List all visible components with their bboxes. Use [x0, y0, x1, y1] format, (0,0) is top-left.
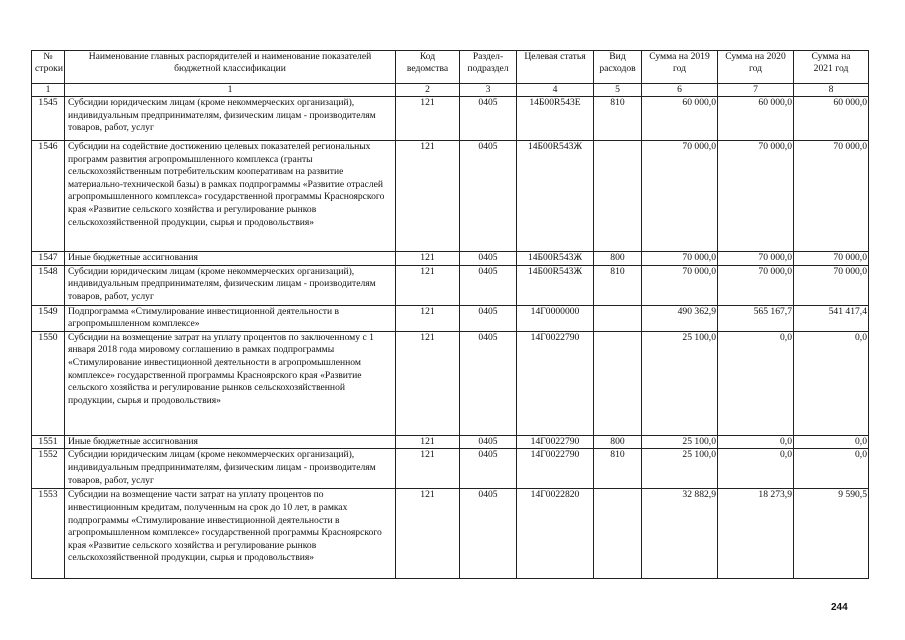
row-name-cell: Субсидии на возмещение части затрат на уплату процентов по инвестиционным кредитам, полученным на срок до 10 лет, в рамках подпрограммы «Стимулирование инвестиционной деятельности в агропромышленном комплексе» государственной программы Красноярского края «Развитие сельского хозяйства и регулирование рынков сельскохозяйственной продукции, сырья и продовольствия» [65, 489, 396, 579]
row-section-cell: 0405 [460, 252, 517, 266]
header-section: Раздел- подраздел [460, 51, 517, 84]
table-row [32, 265, 869, 305]
row-name-cell: Иные бюджетные ассигнования [65, 435, 396, 449]
column-number: 2 [396, 84, 460, 97]
row-sum-2021-cell: 70 000,0 [794, 252, 869, 266]
row-section-cell: 0405 [460, 141, 517, 252]
row-sum-2021-cell: 70 000,0 [794, 141, 869, 252]
row-sum-2019-cell: 25 100,0 [642, 331, 718, 435]
row-target-cell: 14Б00R543Е [517, 97, 594, 141]
table-row [32, 435, 869, 449]
header-sum-2019: Сумма на 2019 год [642, 51, 718, 84]
page-number: 244 [831, 602, 848, 613]
row-vid-cell [594, 331, 642, 435]
row-number-cell: 1550 [32, 331, 65, 435]
row-code-cell: 121 [396, 305, 460, 331]
row-section-cell: 0405 [460, 449, 517, 489]
row-sum-2019-cell: 25 100,0 [642, 435, 718, 449]
row-vid-cell [594, 141, 642, 252]
table-row [32, 331, 869, 435]
header-name: Наименование главных распорядителей и наименование показателей бюджетной классификации [65, 51, 396, 84]
row-sum-2021-cell: 0,0 [794, 449, 869, 489]
column-number: 5 [594, 84, 642, 97]
row-sum-2020-cell: 70 000,0 [718, 252, 794, 266]
row-sum-2021-cell: 9 590,5 [794, 489, 869, 579]
header-sum-2020: Сумма на 2020 год [718, 51, 794, 84]
row-vid-cell: 810 [594, 449, 642, 489]
header-num: № строки [32, 51, 65, 84]
row-sum-2020-cell: 0,0 [718, 435, 794, 449]
table-body [32, 51, 869, 579]
row-section-cell: 0405 [460, 265, 517, 305]
row-sum-2021-cell: 60 000,0 [794, 97, 869, 141]
row-number-cell: 1553 [32, 489, 65, 579]
row-number-cell: 1547 [32, 252, 65, 266]
row-number-cell: 1551 [32, 435, 65, 449]
header-code: Код ведомства [396, 51, 460, 84]
column-number: 7 [718, 84, 794, 97]
row-sum-2021-cell: 541 417,4 [794, 305, 869, 331]
table-row [32, 252, 869, 266]
row-code-cell: 121 [396, 435, 460, 449]
column-number-row [32, 84, 869, 97]
row-sum-2019-cell: 70 000,0 [642, 141, 718, 252]
row-sum-2019-cell: 490 362,9 [642, 305, 718, 331]
row-number-cell: 1545 [32, 97, 65, 141]
row-vid-cell: 800 [594, 435, 642, 449]
row-name-cell: Субсидии юридическим лицам (кроме некоммерческих организаций), индивидуальным предпринимателям, физическим лицам - производителям товаров, работ, услуг [65, 97, 396, 141]
row-number-cell: 1548 [32, 265, 65, 305]
row-sum-2021-cell: 0,0 [794, 435, 869, 449]
header-target: Целевая статья [517, 51, 594, 84]
row-name-cell: Иные бюджетные ассигнования [65, 252, 396, 266]
row-sum-2019-cell: 60 000,0 [642, 97, 718, 141]
row-sum-2020-cell: 18 273,9 [718, 489, 794, 579]
column-number: 3 [460, 84, 517, 97]
row-code-cell: 121 [396, 331, 460, 435]
row-sum-2021-cell: 70 000,0 [794, 265, 869, 305]
row-vid-cell: 810 [594, 265, 642, 305]
row-target-cell: 14Б00R543Ж [517, 265, 594, 305]
table-row [32, 489, 869, 579]
row-name-cell: Субсидии юридическим лицам (кроме некоммерческих организаций), индивидуальным предпринимателям, физическим лицам - производителям товаров, работ, услуг [65, 265, 396, 305]
row-sum-2019-cell: 25 100,0 [642, 449, 718, 489]
row-target-cell: 14Г0022820 [517, 489, 594, 579]
row-code-cell: 121 [396, 141, 460, 252]
row-vid-cell: 810 [594, 97, 642, 141]
row-target-cell: 14Г0022790 [517, 449, 594, 489]
row-section-cell: 0405 [460, 331, 517, 435]
row-name-cell: Субсидии на возмещение затрат на уплату процентов по заключенному с 1 января 2018 года мировому соглашению в рамках подпрограммы «Стимулирование инвестиционной деятельности в агропромышленном комплексе» государственной программы Красноярского края «Развитие сельского хозяйства и регулирование рынков сельскохозяйственной продукции, сырья и продовольствия» [65, 331, 396, 435]
row-sum-2020-cell: 60 000,0 [718, 97, 794, 141]
row-section-cell: 0405 [460, 489, 517, 579]
row-code-cell: 121 [396, 265, 460, 305]
column-number: 6 [642, 84, 718, 97]
column-number: 4 [517, 84, 594, 97]
table-row [32, 449, 869, 489]
table-row [32, 305, 869, 331]
row-section-cell: 0405 [460, 435, 517, 449]
row-vid-cell: 800 [594, 252, 642, 266]
header-sum-2021: Сумма на 2021 год [794, 51, 869, 84]
header-row [32, 51, 869, 84]
row-name-cell: Субсидии юридическим лицам (кроме некоммерческих организаций), индивидуальным предпринимателям, физическим лицам - производителям товаров, работ, услуг [65, 449, 396, 489]
row-target-cell: 14Б00R543Ж [517, 252, 594, 266]
table-row [32, 141, 869, 252]
row-section-cell: 0405 [460, 305, 517, 331]
table-row [32, 97, 869, 141]
row-sum-2020-cell: 70 000,0 [718, 141, 794, 252]
row-sum-2019-cell: 70 000,0 [642, 252, 718, 266]
row-target-cell: 14Б00R543Ж [517, 141, 594, 252]
row-sum-2019-cell: 70 000,0 [642, 265, 718, 305]
row-number-cell: 1546 [32, 141, 65, 252]
row-vid-cell [594, 305, 642, 331]
row-target-cell: 14Г0022790 [517, 331, 594, 435]
column-number: 1 [32, 84, 65, 97]
row-code-cell: 121 [396, 489, 460, 579]
column-number: 1 [65, 84, 396, 97]
row-section-cell: 0405 [460, 97, 517, 141]
row-code-cell: 121 [396, 449, 460, 489]
row-name-cell: Субсидии на содействие достижению целевых показателей региональных программ развития агропромышленного комплекса (гранты сельскохозяйственным потребительским кооперативам на развитие материально-технической базы) в рамках подпрограммы «Развитие отраслей агропромышленного комплекса» государственной программы Красноярского края «Развитие сельского хозяйства и регулирование рынков сельскохозяйственной продукции, сырья и продовольствия» [65, 141, 396, 252]
row-target-cell: 14Г0000000 [517, 305, 594, 331]
row-sum-2020-cell: 70 000,0 [718, 265, 794, 305]
row-sum-2021-cell: 0,0 [794, 331, 869, 435]
row-code-cell: 121 [396, 97, 460, 141]
row-vid-cell [594, 489, 642, 579]
row-number-cell: 1552 [32, 449, 65, 489]
row-target-cell: 14Г0022790 [517, 435, 594, 449]
row-name-cell: Подпрограмма «Стимулирование инвестиционной деятельности в агропромышленном комплексе» [65, 305, 396, 331]
row-sum-2020-cell: 565 167,7 [718, 305, 794, 331]
row-code-cell: 121 [396, 252, 460, 266]
row-number-cell: 1549 [32, 305, 65, 331]
row-sum-2019-cell: 32 882,9 [642, 489, 718, 579]
row-sum-2020-cell: 0,0 [718, 449, 794, 489]
header-vid: Вид расходов [594, 51, 642, 84]
budget-table [31, 50, 869, 579]
row-sum-2020-cell: 0,0 [718, 331, 794, 435]
column-number: 8 [794, 84, 869, 97]
